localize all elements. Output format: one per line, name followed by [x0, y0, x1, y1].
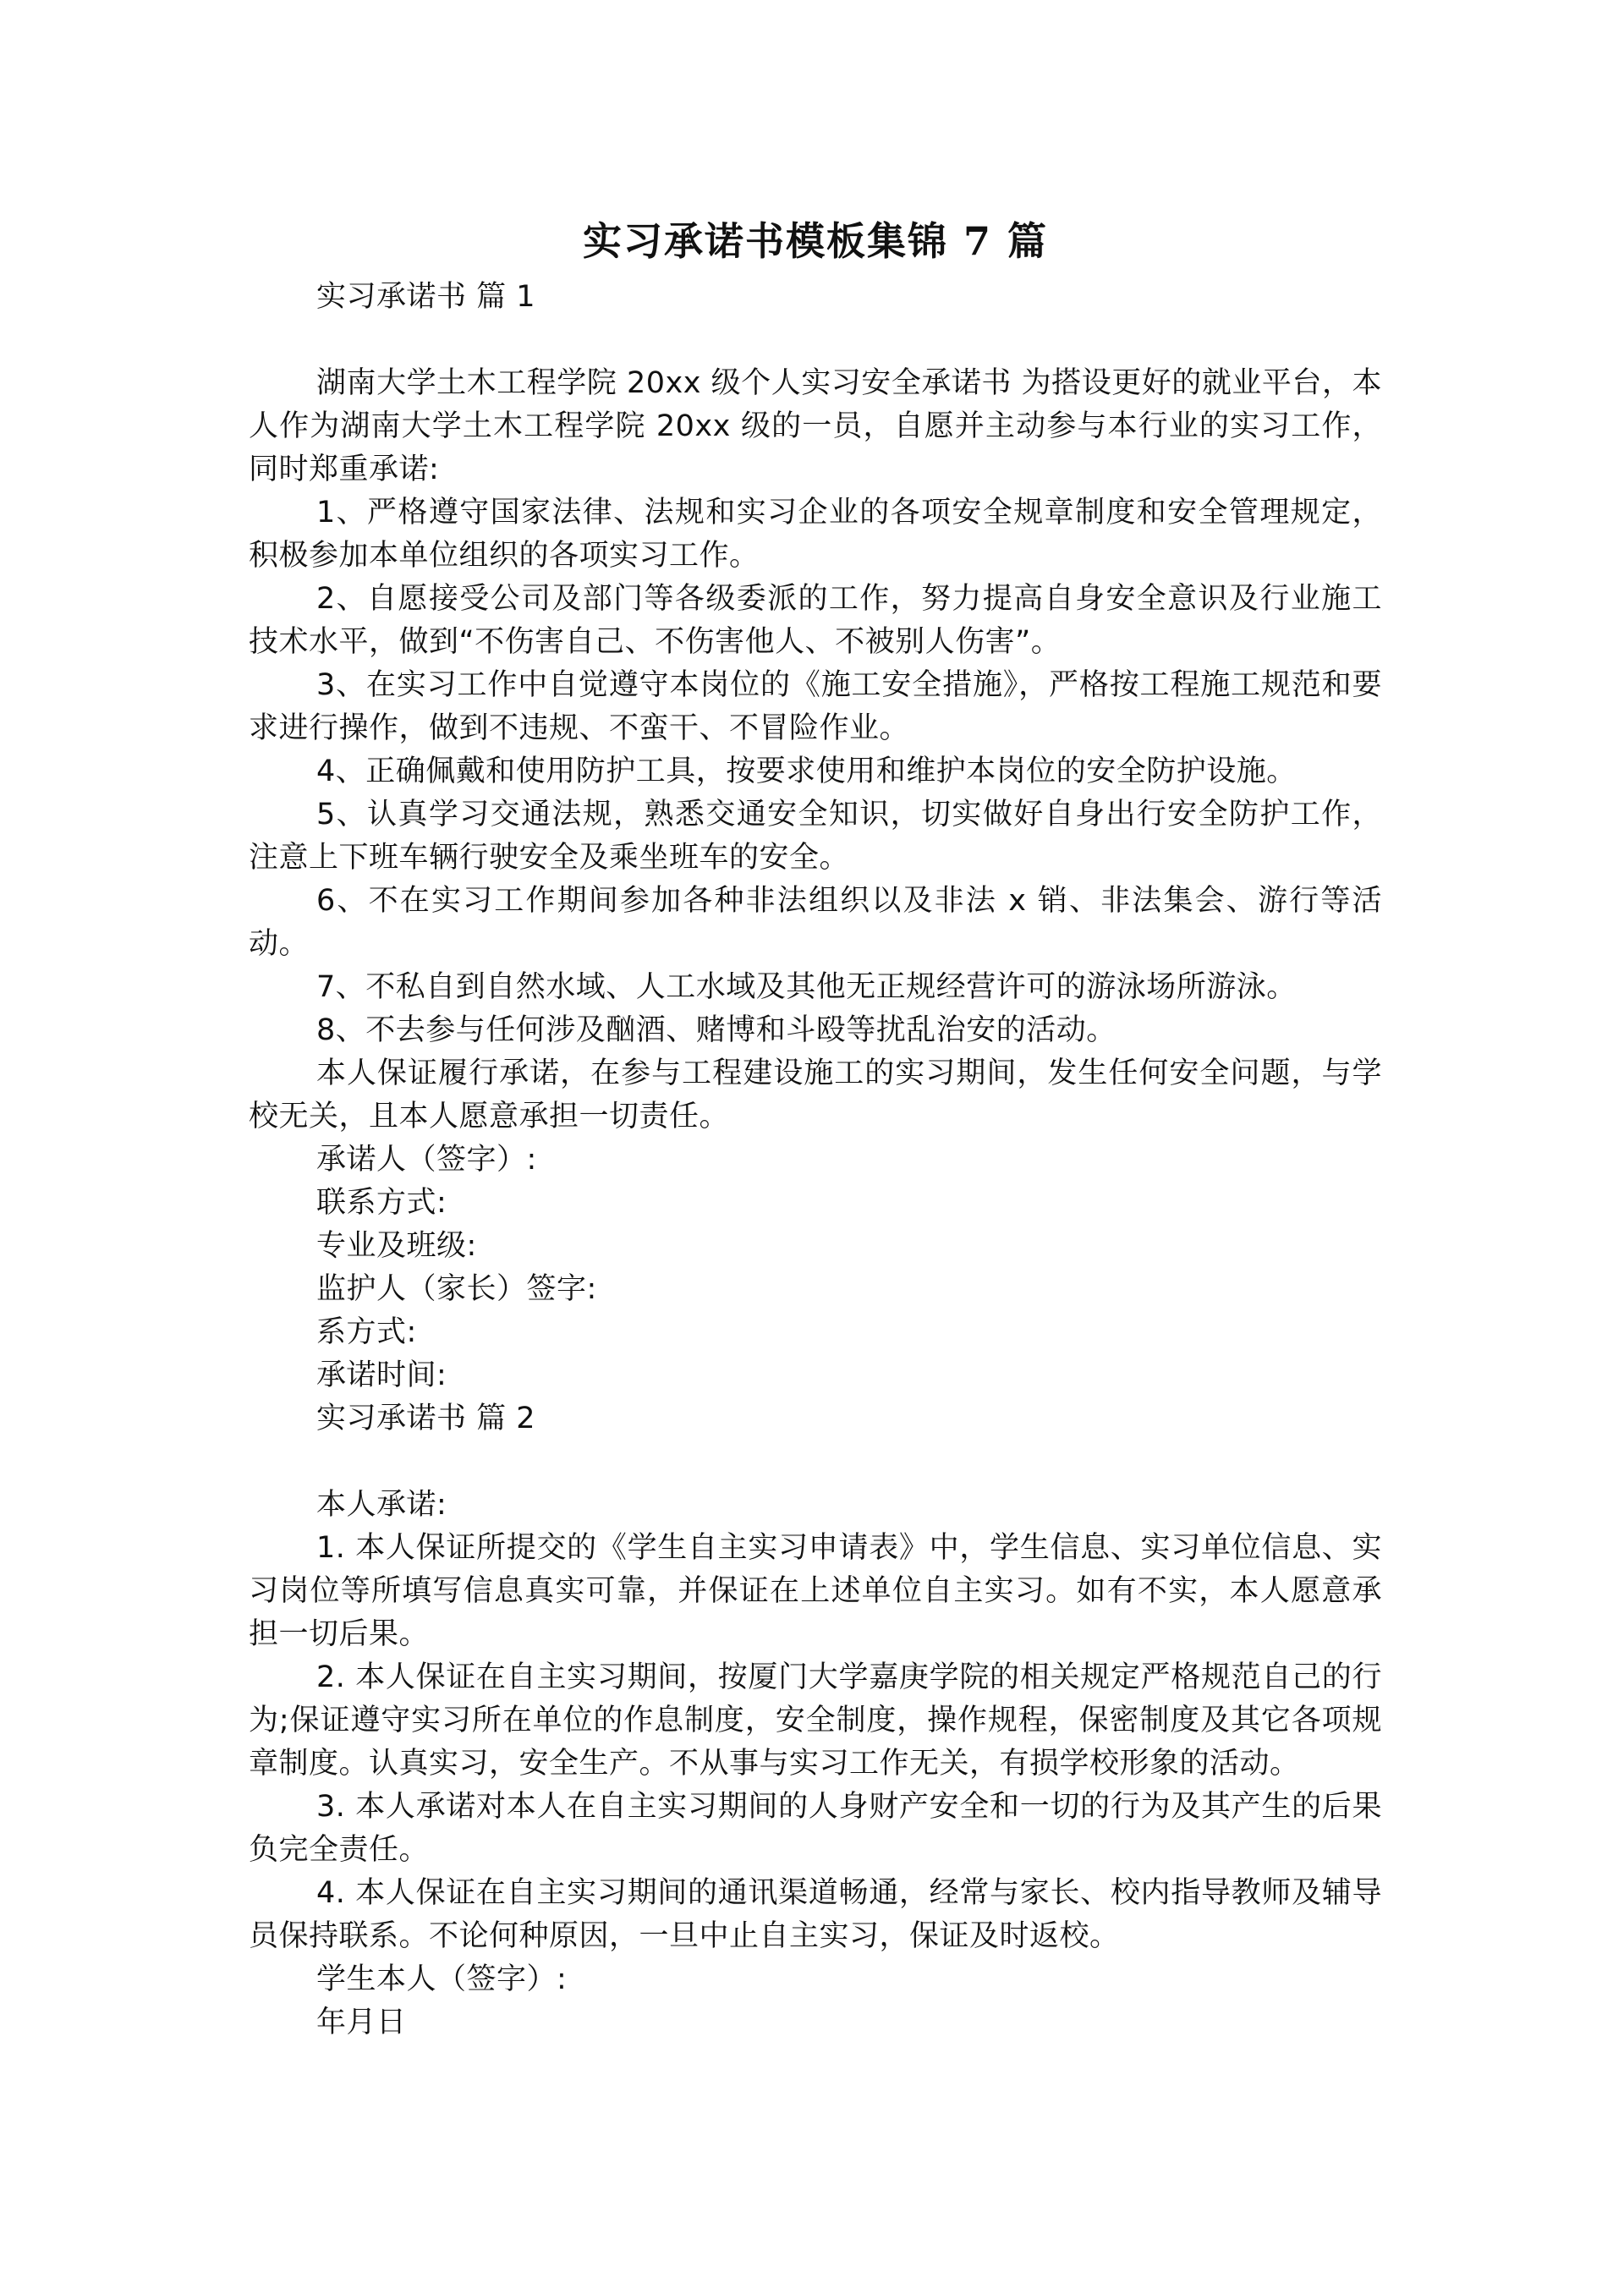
signature-line-date: 年月日 [316, 2006, 407, 2039]
section-1-intro: 湖南大学土木工程学院 20xx 级个人实习安全承诺书 为搭设更好的就业平台，本人作为湖南大学土木工程学院 20xx 级的一员，自愿并主动参与本行业的实习工作，同时郑重承诺: [249, 366, 1382, 486]
section-2-item: 3. 本人承诺对本人在自主实习期间的人身财产安全和一切的行为及其产生的后果负完全责任。 [249, 1790, 1382, 1867]
section-1-item: 3、在实习工作中自觉遵守本岗位的《施工安全措施》，严格按工程施工规范和要求进行操作，做到不违规、不蛮干、不冒险作业。 [249, 668, 1382, 745]
blank-line [249, 319, 1382, 362]
signature-line-promisor: 承诺人（签字）: [316, 1143, 537, 1177]
document-body [249, 211, 1382, 2044]
section-1-item: 8、不去参与任何涉及酗酒、赌博和斗殴等扰乱治安的活动。 [316, 1013, 1116, 1047]
signature-line-student: 学生本人（签字）: [316, 1962, 568, 1996]
signature-line-contact: 联系方式: [316, 1186, 447, 1220]
section-1-item: 4、正确佩戴和使用防护工具，按要求使用和维护本岗位的安全防护设施。 [316, 755, 1297, 788]
blank-line [249, 1441, 1382, 1484]
section-1-item: 6、不在实习工作期间参加各种非法组织以及非法 x 销、非法集会、游行等活动。 [249, 884, 1382, 961]
signature-line-date: 承诺时间: [316, 1358, 447, 1392]
section-1-item: 7、不私自到自然水域、人工水域及其他无正规经营许可的游泳场所游泳。 [316, 970, 1297, 1004]
signature-line-guardian: 监护人（家长）签字: [316, 1272, 597, 1306]
section-2-item: 2. 本人保证在自主实习期间，按厦门大学嘉庚学院的相关规定严格规范自己的行为;保证遵守实习所在单位的作息制度，安全制度，操作规程，保密制度及其它各项规章制度。认真实习，安全生产。不从事与实习工作无关，有损学校形象的活动。 [249, 1660, 1382, 1781]
section-2-heading: 实习承诺书 篇 2 [316, 1402, 536, 1435]
signature-line-guardian-contact: 系方式: [316, 1315, 417, 1349]
section-2-item: 4. 本人保证在自主实习期间的通讯渠道畅通，经常与家长、校内指导教师及辅导员保持联系。不论何种原因，一旦中止自主实习，保证及时返校。 [249, 1876, 1382, 1953]
section-2-item: 1. 本人保证所提交的《学生自主实习申请表》中，学生信息、实习单位信息、实习岗位等所填写信息真实可靠，并保证在上述单位自主实习。如有不实，本人愿意承担一切后果。 [249, 1531, 1382, 1651]
section-1-item: 5、认真学习交通法规，熟悉交通安全知识，切实做好自身出行安全防护工作，注意上下班车辆行驶安全及乘坐班车的安全。 [249, 798, 1382, 875]
section-1-item: 2、自愿接受公司及部门等各级委派的工作，努力提高自身安全意识及行业施工技术水平，做到“不伤害自己、不伤害他人、不被别人伤害”。 [249, 582, 1382, 659]
section-1-heading: 实习承诺书 篇 1 [316, 280, 536, 314]
section-1-item: 1、严格遵守国家法律、法规和实习企业的各项安全规章制度和安全管理规定，积极参加本单位组织的各项实习工作。 [249, 496, 1382, 573]
signature-line-major-class: 专业及班级: [316, 1229, 477, 1263]
section-2-intro: 本人承诺: [316, 1488, 447, 1522]
document-title: 实习承诺书模板集锦 7 篇 [582, 218, 1049, 264]
section-1-guarantee: 本人保证履行承诺，在参与工程建设施工的实习期间，发生任何安全问题，与学校无关，且本人愿意承担一切责任。 [249, 1056, 1382, 1133]
